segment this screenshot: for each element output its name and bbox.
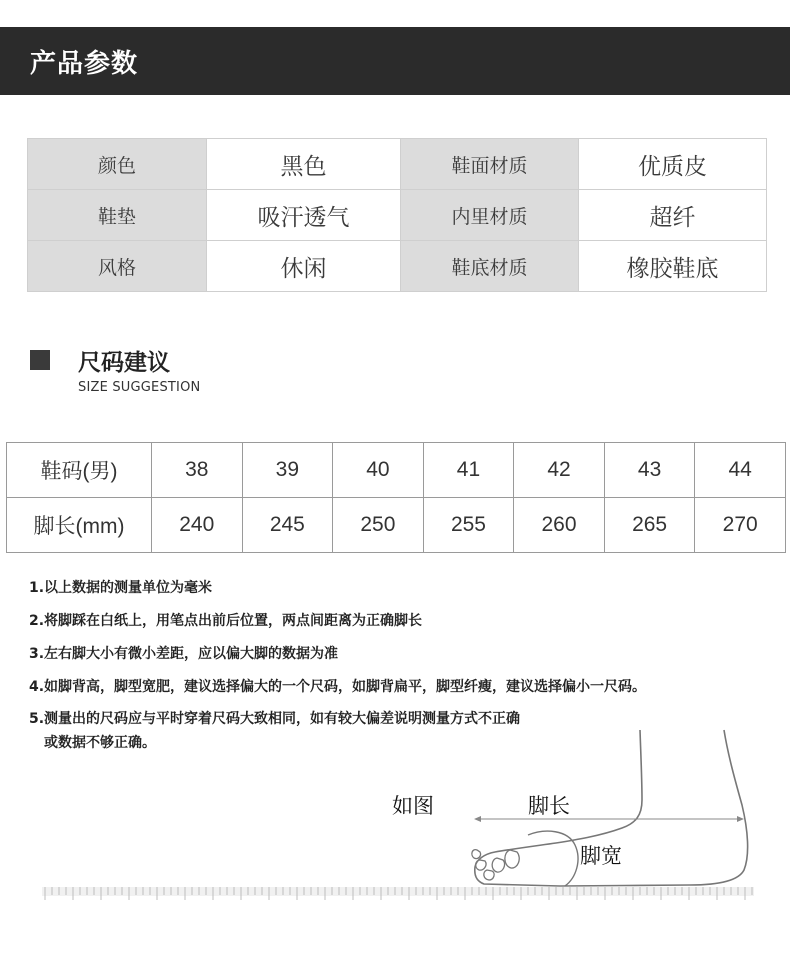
size-cell: 38 [152, 443, 243, 498]
size-cell: 43 [604, 443, 695, 498]
table-row [28, 190, 767, 241]
diagram-label-foot-width: 脚宽 [580, 844, 622, 868]
param-value: 黑色 [207, 139, 401, 190]
row-header-shoe-size: 鞋码(男) [7, 443, 152, 498]
param-key: 内里材质 [401, 190, 579, 241]
size-cell: 41 [423, 443, 514, 498]
length-cell: 260 [514, 498, 605, 553]
product-params-table [27, 138, 767, 292]
length-cell: 255 [423, 498, 514, 553]
length-cell: 265 [604, 498, 695, 553]
table-row [28, 241, 767, 292]
header-bar [0, 27, 790, 95]
table-row [28, 139, 767, 190]
note-item: 3.左右脚大小有微小差距，应以偏大脚的数据为准 [29, 646, 339, 662]
size-cell: 40 [333, 443, 424, 498]
foot-measure-diagram [0, 700, 790, 979]
size-cell: 39 [242, 443, 333, 498]
note-item: 5.测量出的尺码应与平时穿着尺码大致相同，如有较大偏差说明测量方式不正确 [29, 711, 521, 727]
note-item: 或数据不够正确。 [44, 735, 156, 751]
param-value: 橡胶鞋底 [579, 241, 767, 292]
size-suggestion-subtitle: SIZE SUGGESTION [78, 380, 201, 395]
size-table [6, 442, 786, 553]
length-cell: 240 [152, 498, 243, 553]
note-item: 1.以上数据的测量单位为毫米 [29, 580, 213, 596]
diagram-label-as-shown: 如图 [392, 794, 434, 818]
section-title: 产品参数 [30, 49, 139, 79]
note-item: 2.将脚踩在白纸上，用笔点出前后位置，两点间距离为正确脚长 [29, 613, 423, 629]
size-cell: 42 [514, 443, 605, 498]
length-cell: 245 [242, 498, 333, 553]
param-value: 超纤 [579, 190, 767, 241]
diagram-label-foot-length: 脚长 [528, 794, 570, 818]
param-value: 优质皮 [579, 139, 767, 190]
param-key: 鞋垫 [28, 190, 207, 241]
param-value: 吸汗透气 [207, 190, 401, 241]
param-value: 休闲 [207, 241, 401, 292]
param-key: 鞋底材质 [401, 241, 579, 292]
row-header-foot-length: 脚长(mm) [7, 498, 152, 553]
param-key: 风格 [28, 241, 207, 292]
square-bullet-icon [30, 350, 50, 370]
table-row [7, 443, 786, 498]
length-cell: 270 [695, 498, 786, 553]
param-key: 鞋面材质 [401, 139, 579, 190]
size-cell: 44 [695, 443, 786, 498]
size-suggestion-title: 尺码建议 [78, 350, 170, 376]
length-cell: 250 [333, 498, 424, 553]
note-item: 4.如脚背高，脚型宽肥，建议选择偏大的一个尺码，如脚背扁平，脚型纤瘦，建议选择偏小一尺码。 [29, 679, 647, 695]
param-key: 颜色 [28, 139, 207, 190]
table-row [7, 498, 786, 553]
